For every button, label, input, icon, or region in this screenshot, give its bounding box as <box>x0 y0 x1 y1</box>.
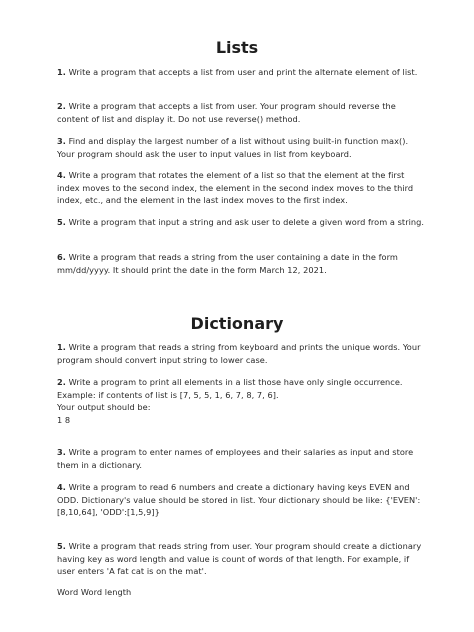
question-number: 1. <box>57 342 66 352</box>
question-number: 3. <box>57 447 66 457</box>
dictionary-question-3 <box>57 446 427 471</box>
lists-question-6 <box>57 251 427 276</box>
dictionary-question-4 <box>57 481 427 519</box>
question-number: 4. <box>57 170 66 180</box>
question-text: Find and display the largest number of a list without using built-in function max(). Your program should ask the user to input values in list from keyboard. <box>57 136 409 159</box>
question-text: Write a program that reads string from user. Your program should create a dictionary having key as word length and value is count of words of that length. For example, if user enters 'A fat cat is on the mat'. <box>57 541 422 576</box>
lists-question-3 <box>57 135 427 160</box>
expected-output-label: Your output should be: <box>57 402 151 412</box>
question-number: 1. <box>57 67 66 77</box>
lists-question-2 <box>57 100 427 125</box>
question-number: 3. <box>57 136 66 146</box>
question-text: Write a program to enter names of employees and their salaries as input and store them in a dictionary. <box>57 447 414 470</box>
question-text: Write a program to read 6 numbers and create a dictionary having keys EVEN and ODD. Dictionary's value should be stored in list. Your dictionary should be like: {'EVEN':[8,10,64], 'ODD':[1,5,9]} <box>57 482 421 517</box>
question-text: Write a program to print all elements in a list those have only single occurrence. Example: if contents of list is [7, 5, 5, 1, 6, 7, 8, 7, 6]. <box>57 377 403 400</box>
question-number: 2. <box>57 377 66 387</box>
word-length-table-header: Word Word length <box>57 587 132 597</box>
dictionary-question-2 <box>57 376 427 426</box>
dictionary-question-1 <box>57 341 427 366</box>
dictionary-heading: Dictionary <box>190 314 284 333</box>
expected-output-value: 1 8 <box>57 414 71 425</box>
question-text: Write a program that rotates the element of a list so that the element at the first index moves to the second index, the element in the second index moves to the third index, etc., and the element in the last index moves to the first index. <box>57 170 414 205</box>
lists-question-1 <box>57 66 427 79</box>
question-text: Write a program that reads a string from the user containing a date in the form mm/dd/yyyy. It should print the date in the form March 12, 2021. <box>57 252 398 275</box>
question-text: Write a program that accepts a list from user. Your program should reverse the content of list and display it. Do not use reverse() method. <box>57 101 396 124</box>
lists-heading: Lists <box>215 38 259 57</box>
question-number: 4. <box>57 482 66 492</box>
question-text: Write a program that accepts a list from user and print the alternate element of list. <box>68 67 418 77</box>
dictionary-question-5 <box>57 540 427 578</box>
question-text: Write a program that reads a string from keyboard and prints the unique words. Your program should convert input string to lower case. <box>57 342 421 365</box>
lists-question-4 <box>57 169 427 207</box>
question-number: 6. <box>57 252 66 262</box>
question-number: 2. <box>57 101 66 111</box>
question-text: Write a program that input a string and ask user to delete a given word from a string. <box>68 217 425 227</box>
lists-question-5 <box>57 216 427 229</box>
question-number: 5. <box>57 217 66 227</box>
question-number: 5. <box>57 541 66 551</box>
